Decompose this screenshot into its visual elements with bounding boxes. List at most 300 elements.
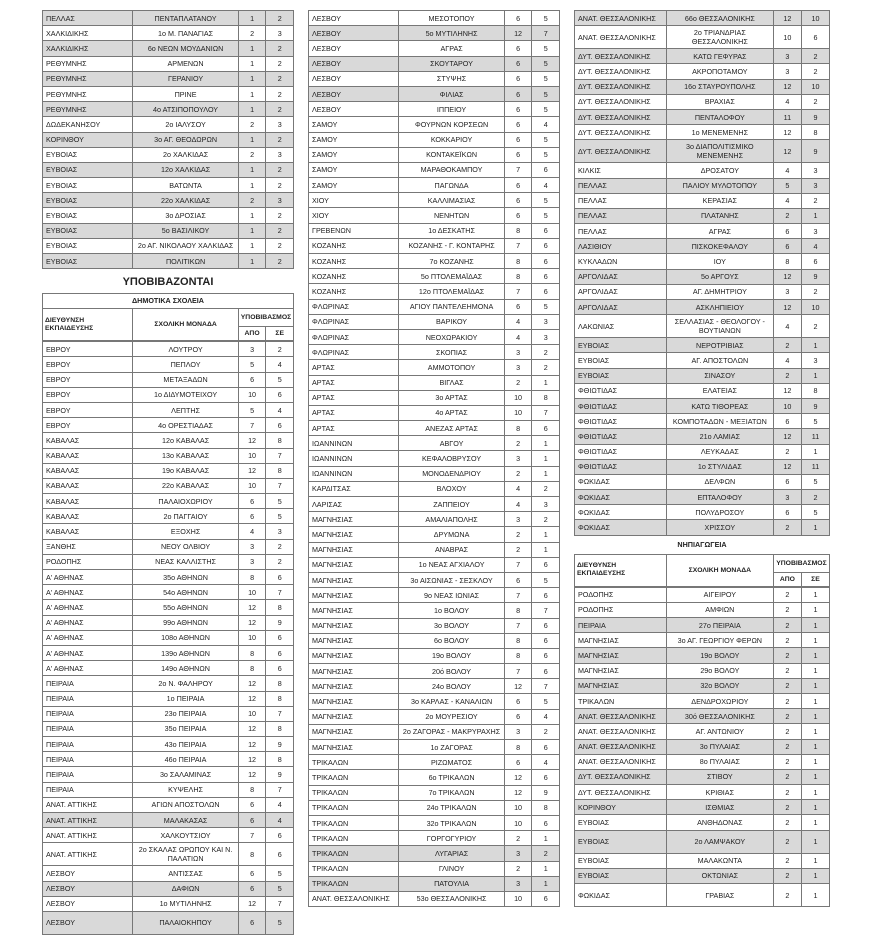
school-cell: 32ο ΒΟΛΟΥ xyxy=(666,678,773,693)
header-demotion: ΥΠΟΒΙΒΑΣΜΟΣ xyxy=(773,554,829,572)
table-row xyxy=(575,94,830,109)
table-header xyxy=(42,308,294,341)
from-cell: 6 xyxy=(238,911,266,934)
to-cell: 9 xyxy=(266,615,294,630)
school-cell: ΒΑΡΙΚΟΥ xyxy=(399,314,504,329)
to-cell: 2 xyxy=(266,162,294,177)
from-cell: 4 xyxy=(504,481,532,496)
from-cell: 3 xyxy=(238,554,266,569)
to-cell: 2 xyxy=(266,342,294,357)
school-cell: 1ο ΒΟΛΟΥ xyxy=(399,603,504,618)
table-row xyxy=(309,147,560,162)
school-cell: 12ο ΠΤΟΛΕΜΑΪΔΑΣ xyxy=(399,284,504,299)
region-cell: ΦΘΙΩΤΙΔΑΣ xyxy=(575,459,667,474)
from-cell: 4 xyxy=(773,353,801,368)
from-cell: 2 xyxy=(773,815,801,830)
school-cell: ΦΟΥΡΝΩΝ ΚΟΡΣΕΩΝ xyxy=(399,117,504,132)
school-cell: 43ο ΠΕΙΡΑΙΑ xyxy=(133,737,238,752)
to-cell: 2 xyxy=(801,315,829,338)
from-cell: 6 xyxy=(773,239,801,254)
region-cell: ΕΥΒΟΙΑΣ xyxy=(43,193,133,208)
region-cell: ΕΒΡΟΥ xyxy=(43,342,133,357)
region-cell: ΙΩΑΝΝΙΝΩΝ xyxy=(309,436,399,451)
from-cell: 3 xyxy=(238,342,266,357)
school-cell: 99ο ΑΘΗΝΩΝ xyxy=(133,615,238,630)
to-cell: 4 xyxy=(532,709,560,724)
region-cell: ΑΝΑΤ. ΘΕΣΣΑΛΟΝΙΚΗΣ xyxy=(575,724,667,739)
table-row xyxy=(575,868,830,883)
table-row xyxy=(43,372,294,387)
from-cell: 3 xyxy=(504,846,532,861)
region-cell: ΑΝΑΤ. ΘΕΣΣΑΛΟΝΙΚΗΣ xyxy=(575,11,667,26)
region-cell: ΠΕΛΛΑΣ xyxy=(575,224,667,239)
to-cell: 2 xyxy=(801,284,829,299)
region-cell: ΕΥΒΟΙΑΣ xyxy=(43,147,133,162)
from-cell: 8 xyxy=(504,223,532,238)
region-cell: ΡΟΔΟΠΗΣ xyxy=(575,602,667,617)
from-cell: 10 xyxy=(773,26,801,49)
from-cell: 12 xyxy=(238,767,266,782)
school-cell: ΙΟΥ xyxy=(666,254,773,269)
table-row xyxy=(43,448,294,463)
table-row xyxy=(575,140,830,163)
from-cell: 10 xyxy=(238,478,266,493)
table-row xyxy=(575,353,830,368)
region-cell: ΑΡΤΑΣ xyxy=(309,421,399,436)
to-cell: 6 xyxy=(532,557,560,572)
region-cell: ΜΑΓΝΗΣΙΑΣ xyxy=(309,724,399,739)
to-cell: 2 xyxy=(801,193,829,208)
school-cell: 35ο ΑΘΗΝΩΝ xyxy=(133,570,238,585)
table-row xyxy=(309,876,560,891)
from-cell: 2 xyxy=(773,739,801,754)
table-row xyxy=(309,375,560,390)
from-cell: 3 xyxy=(773,64,801,79)
table-row xyxy=(43,208,294,223)
region-cell: ΕΥΒΟΙΑΣ xyxy=(575,338,667,353)
table-row xyxy=(43,41,294,56)
table-row xyxy=(43,178,294,193)
region-cell: ΜΑΓΝΗΣΙΑΣ xyxy=(309,694,399,709)
from-cell: 6 xyxy=(504,102,532,117)
school-cell: 7ο ΤΡΙΚΑΛΩΝ xyxy=(399,785,504,800)
school-cell: 5ο ΠΤΟΛΕΜΑΪΔΑΣ xyxy=(399,269,504,284)
from-cell: 1 xyxy=(238,11,266,26)
school-cell: 4ο ΑΡΤΑΣ xyxy=(399,405,504,420)
school-cell: ΣΤΥΨΗΣ xyxy=(399,71,504,86)
table-row xyxy=(309,436,560,451)
school-cell: ΛΥΓΑΡΙΑΣ xyxy=(399,846,504,861)
table-row xyxy=(309,269,560,284)
from-cell: 1 xyxy=(238,223,266,238)
school-cell: 3ο ΑΓ. ΘΕΟΔΩΡΩΝ xyxy=(133,132,238,147)
to-cell: 6 xyxy=(532,254,560,269)
region-cell: ΑΝΑΤ. ΑΤΤΙΚΗΣ xyxy=(43,813,133,828)
school-cell: 23ο ΠΕΙΡΑΙΑ xyxy=(133,706,238,721)
school-cell: 55ο ΑΘΗΝΩΝ xyxy=(133,600,238,615)
to-cell: 1 xyxy=(801,815,829,830)
from-cell: 8 xyxy=(504,603,532,618)
table-row xyxy=(309,329,560,344)
from-cell: 2 xyxy=(504,466,532,481)
region-cell: ΔΥΤ. ΘΕΣΣΑΛΟΝΙΚΗΣ xyxy=(575,49,667,64)
school-cell: 46ο ΠΕΙΡΑΙΑ xyxy=(133,752,238,767)
region-cell: ΛΕΣΒΟΥ xyxy=(309,86,399,101)
table-row xyxy=(309,117,560,132)
region-cell: ΡΕΘΥΜΝΗΣ xyxy=(43,86,133,101)
to-cell: 11 xyxy=(801,429,829,444)
table-row xyxy=(309,86,560,101)
to-cell: 2 xyxy=(266,238,294,253)
table-row xyxy=(575,269,830,284)
table-row xyxy=(575,678,830,693)
from-cell: 6 xyxy=(504,709,532,724)
to-cell: 1 xyxy=(801,338,829,353)
school-cell: 19ο ΒΟΛΟΥ xyxy=(666,648,773,663)
from-cell: 3 xyxy=(773,490,801,505)
to-cell: 5 xyxy=(801,474,829,489)
to-cell: 1 xyxy=(801,884,829,907)
table-row xyxy=(309,314,560,329)
to-cell: 5 xyxy=(532,11,560,26)
school-cell: 3ο ΔΙΑΠΟΛΙΤΙΣΜΙΚΟ ΜΕΝΕΜΕΝΗΣ xyxy=(666,140,773,163)
from-cell: 8 xyxy=(504,633,532,648)
to-cell: 6 xyxy=(801,26,829,49)
region-cell: ΔΥΤ. ΘΕΣΣΑΛΟΝΙΚΗΣ xyxy=(575,109,667,124)
table-row xyxy=(43,418,294,433)
region-cell: ΑΝΑΤ. ΑΤΤΙΚΗΣ xyxy=(43,797,133,812)
to-cell: 2 xyxy=(266,208,294,223)
school-cell: ΧΡΙΣΣΟΥ xyxy=(666,520,773,535)
to-cell: 3 xyxy=(801,163,829,178)
to-cell: 8 xyxy=(266,691,294,706)
from-cell: 1 xyxy=(238,178,266,193)
school-cell: ΔΑΦΙΩΝ xyxy=(133,881,238,896)
region-cell: ΕΒΡΟΥ xyxy=(43,387,133,402)
to-cell: 1 xyxy=(532,436,560,451)
school-cell: ΜΑΡΑΘΟΚΑΜΠΟΥ xyxy=(399,162,504,177)
from-cell: 3 xyxy=(504,345,532,360)
region-cell: ΔΥΤ. ΘΕΣΣΑΛΟΝΙΚΗΣ xyxy=(575,79,667,94)
table-row xyxy=(309,405,560,420)
to-cell: 7 xyxy=(266,782,294,797)
region-cell: ΕΥΒΟΙΑΣ xyxy=(43,162,133,177)
to-cell: 1 xyxy=(532,375,560,390)
from-cell: 12 xyxy=(773,140,801,163)
school-cell: 3ο ΑΡΤΑΣ xyxy=(399,390,504,405)
from-cell: 10 xyxy=(238,387,266,402)
from-cell: 12 xyxy=(773,79,801,94)
table-row xyxy=(575,618,830,633)
to-cell: 5 xyxy=(266,509,294,524)
region-cell: ΛΕΣΒΟΥ xyxy=(309,71,399,86)
to-cell: 6 xyxy=(266,387,294,402)
region-cell: ΚΟΖΑΝΗΣ xyxy=(309,269,399,284)
school-cell: 13ο ΚΑΒΑΛΑΣ xyxy=(133,448,238,463)
table-row xyxy=(309,193,560,208)
table-row xyxy=(43,71,294,86)
to-cell: 6 xyxy=(532,269,560,284)
to-cell: 7 xyxy=(266,448,294,463)
region-cell: ΜΑΓΝΗΣΙΑΣ xyxy=(309,588,399,603)
to-cell: 4 xyxy=(532,117,560,132)
table-row xyxy=(309,770,560,785)
region-cell: ΚΥΚΛΑΔΩΝ xyxy=(575,254,667,269)
to-cell: 9 xyxy=(801,398,829,413)
school-cell: ΒΡΑΧΙΑΣ xyxy=(666,94,773,109)
to-cell: 8 xyxy=(266,600,294,615)
school-cell: ΙΣΘΜΙΑΣ xyxy=(666,800,773,815)
to-cell: 6 xyxy=(532,815,560,830)
to-cell: 1 xyxy=(801,648,829,663)
school-cell: ΛΟΥΤΡΟΥ xyxy=(133,342,238,357)
region-cell: ΛΕΣΒΟΥ xyxy=(43,911,133,934)
from-cell: 12 xyxy=(773,300,801,315)
table-row xyxy=(575,193,830,208)
table-row xyxy=(309,102,560,117)
header-to: ΣΕ xyxy=(801,572,829,586)
region-cell: ΕΒΡΟΥ xyxy=(43,402,133,417)
schools-table-top xyxy=(42,10,294,269)
table-row xyxy=(575,398,830,413)
to-cell: 6 xyxy=(532,238,560,253)
table-row xyxy=(575,49,830,64)
to-cell: 3 xyxy=(801,224,829,239)
to-cell: 10 xyxy=(801,300,829,315)
from-cell: 10 xyxy=(504,800,532,815)
from-cell: 4 xyxy=(504,497,532,512)
school-cell: ΠΟΛΥΔΡΟΣΟΥ xyxy=(666,505,773,520)
school-cell: ΒΛΟΧΟΥ xyxy=(399,481,504,496)
to-cell: 7 xyxy=(266,585,294,600)
table-row xyxy=(43,896,294,911)
table-row xyxy=(309,208,560,223)
region-cell: ΧΑΛΚΙΔΙΚΗΣ xyxy=(43,26,133,41)
school-cell: 1ο ΔΙΔΥΜΟΤΕΙΧΟΥ xyxy=(133,387,238,402)
table-row xyxy=(43,494,294,509)
school-cell: ΔΡΟΣΑΤΟΥ xyxy=(666,163,773,178)
from-cell: 6 xyxy=(238,372,266,387)
school-cell: ΠΑΛΑΙΟΚΗΠΟΥ xyxy=(133,911,238,934)
to-cell: 1 xyxy=(801,724,829,739)
school-cell: ΚΑΤΩ ΓΕΦΥΡΑΣ xyxy=(666,49,773,64)
from-cell: 2 xyxy=(773,663,801,678)
table-row xyxy=(43,813,294,828)
to-cell: 5 xyxy=(532,299,560,314)
region-cell: Α' ΑΘΗΝΑΣ xyxy=(43,661,133,676)
table-row xyxy=(575,785,830,800)
from-cell: 2 xyxy=(773,724,801,739)
region-cell: ΕΥΒΟΙΑΣ xyxy=(575,868,667,883)
to-cell: 2 xyxy=(532,360,560,375)
region-cell: ΛΕΣΒΟΥ xyxy=(43,896,133,911)
region-cell: ΚΑΒΑΛΑΣ xyxy=(43,509,133,524)
from-cell: 12 xyxy=(773,269,801,284)
region-cell: ΤΡΙΚΑΛΩΝ xyxy=(309,800,399,815)
to-cell: 6 xyxy=(266,630,294,645)
table-row xyxy=(575,754,830,769)
to-cell: 1 xyxy=(801,785,829,800)
from-cell: 6 xyxy=(504,755,532,770)
to-cell: 5 xyxy=(266,372,294,387)
school-cell: 53ο ΘΕΣΣΑΛΟΝΙΚΗΣ xyxy=(399,891,504,906)
region-cell: ΞΑΝΘΗΣ xyxy=(43,539,133,554)
region-cell: ΦΩΚΙΔΑΣ xyxy=(575,490,667,505)
region-cell: ΑΡΓΟΛΙΔΑΣ xyxy=(575,269,667,284)
table-row xyxy=(43,463,294,478)
region-cell: ΑΡΓΟΛΙΔΑΣ xyxy=(575,300,667,315)
to-cell: 4 xyxy=(266,813,294,828)
school-cell: ΑΓΙΩΝ ΑΠΟΣΤΟΛΩΝ xyxy=(133,797,238,812)
table-row xyxy=(309,785,560,800)
to-cell: 7 xyxy=(532,26,560,41)
school-cell: ΔΕΝΔΡΟΧΩΡΙΟΥ xyxy=(666,693,773,708)
table-row xyxy=(309,71,560,86)
table-row xyxy=(575,315,830,338)
from-cell: 12 xyxy=(773,11,801,26)
region-cell: ΔΥΤ. ΘΕΣΣΑΛΟΝΙΚΗΣ xyxy=(575,125,667,140)
from-cell: 6 xyxy=(504,56,532,71)
table-row xyxy=(575,602,830,617)
school-cell: ΓΛΙΝΟΥ xyxy=(399,861,504,876)
table-row xyxy=(309,557,560,572)
table-row xyxy=(309,800,560,815)
from-cell: 12 xyxy=(238,676,266,691)
from-cell: 12 xyxy=(773,125,801,140)
school-cell: 6ο ΒΟΛΟΥ xyxy=(399,633,504,648)
to-cell: 5 xyxy=(532,41,560,56)
school-cell: 35ο ΠΕΙΡΑΙΑ xyxy=(133,721,238,736)
table-row xyxy=(575,224,830,239)
from-cell: 6 xyxy=(504,117,532,132)
school-cell: 22ο ΧΑΛΚΙΔΑΣ xyxy=(133,193,238,208)
to-cell: 1 xyxy=(801,602,829,617)
school-cell: 30ό ΘΕΣΣΑΛΟΝΙΚΗΣ xyxy=(666,709,773,724)
from-cell: 2 xyxy=(773,368,801,383)
from-cell: 3 xyxy=(504,360,532,375)
to-cell: 6 xyxy=(532,162,560,177)
table-row xyxy=(575,429,830,444)
region-cell: ΚΟΖΑΝΗΣ xyxy=(309,254,399,269)
from-cell: 2 xyxy=(238,117,266,132)
table-row xyxy=(43,706,294,721)
region-cell: ΣΑΜΟΥ xyxy=(309,147,399,162)
school-cell: ΝΕΑΣ ΚΑΛΛΙΣΤΗΣ xyxy=(133,554,238,569)
region-cell: ΜΑΓΝΗΣΙΑΣ xyxy=(309,557,399,572)
primary-schools-table xyxy=(42,341,294,935)
school-cell: ΑΓΙΟΥ ΠΑΝΤΕΛΕΗΜΟΝΑ xyxy=(399,299,504,314)
to-cell: 2 xyxy=(801,490,829,505)
region-cell: ΚΑΒΑΛΑΣ xyxy=(43,478,133,493)
school-cell: 7ο ΚΟΖΑΝΗΣ xyxy=(399,254,504,269)
from-cell: 12 xyxy=(238,615,266,630)
table-row xyxy=(43,645,294,660)
to-cell: 4 xyxy=(266,402,294,417)
to-cell: 10 xyxy=(801,11,829,26)
school-cell: 1ο ΜΕΝΕΜΕΝΗΣ xyxy=(666,125,773,140)
school-cell: ΕΞΟΧΗΣ xyxy=(133,524,238,539)
to-cell: 1 xyxy=(801,739,829,754)
primary-schools-title: ΔΗΜΟΤΙΚΑ ΣΧΟΛΕΙΑ xyxy=(42,293,294,308)
table-row xyxy=(43,478,294,493)
to-cell: 5 xyxy=(532,572,560,587)
region-cell: ΦΩΚΙΔΑΣ xyxy=(575,474,667,489)
to-cell: 6 xyxy=(266,645,294,660)
table-row xyxy=(43,585,294,600)
table-row xyxy=(309,618,560,633)
region-cell: ΕΒΡΟΥ xyxy=(43,418,133,433)
table-row xyxy=(575,79,830,94)
school-cell: ΓΟΡΓΟΓΥΡΙΟΥ xyxy=(399,831,504,846)
school-cell: ΑΒΓΟΥ xyxy=(399,436,504,451)
school-cell: ΖΑΠΠΕΙΟΥ xyxy=(399,497,504,512)
to-cell: 6 xyxy=(532,648,560,663)
table-row xyxy=(575,178,830,193)
table-row xyxy=(43,881,294,896)
from-cell: 2 xyxy=(238,193,266,208)
from-cell: 8 xyxy=(504,421,532,436)
from-cell: 1 xyxy=(238,132,266,147)
region-cell: ΑΡΤΑΣ xyxy=(309,375,399,390)
region-cell: ΜΑΓΝΗΣΙΑΣ xyxy=(309,740,399,755)
school-cell: ΣΚΟΥΤΑΡΟΥ xyxy=(399,56,504,71)
table-row xyxy=(309,26,560,41)
table-row xyxy=(43,402,294,417)
to-cell: 5 xyxy=(801,505,829,520)
table-row xyxy=(575,300,830,315)
to-cell: 6 xyxy=(532,633,560,648)
to-cell: 5 xyxy=(532,86,560,101)
to-cell: 1 xyxy=(801,444,829,459)
region-cell: ΡΕΘΥΜΝΗΣ xyxy=(43,102,133,117)
school-cell: ΝΕΡΟΤΡΙΒΙΑΣ xyxy=(666,338,773,353)
from-cell: 4 xyxy=(773,94,801,109)
table-row xyxy=(309,755,560,770)
table-row xyxy=(575,26,830,49)
to-cell: 6 xyxy=(532,618,560,633)
table-row xyxy=(43,797,294,812)
to-cell: 2 xyxy=(532,345,560,360)
to-cell: 2 xyxy=(532,724,560,739)
to-cell: 2 xyxy=(266,223,294,238)
table-row xyxy=(309,861,560,876)
to-cell: 9 xyxy=(801,109,829,124)
from-cell: 7 xyxy=(238,828,266,843)
region-cell: ΔΥΤ. ΘΕΣΣΑΛΟΝΙΚΗΣ xyxy=(575,94,667,109)
to-cell: 2 xyxy=(266,178,294,193)
to-cell: 5 xyxy=(266,911,294,934)
to-cell: 4 xyxy=(801,239,829,254)
school-cell: ΑΝΕΖΑΣ ΑΡΤΑΣ xyxy=(399,421,504,436)
table-row xyxy=(575,884,830,907)
school-cell: ΚΟΝΤΑΚΕΪΚΩΝ xyxy=(399,147,504,162)
region-cell: ΦΩΚΙΔΑΣ xyxy=(575,884,667,907)
from-cell: 2 xyxy=(773,587,801,602)
to-cell: 4 xyxy=(266,357,294,372)
from-cell: 6 xyxy=(238,866,266,881)
region-cell: ΠΕΙΡΑΙΑ xyxy=(43,721,133,736)
to-cell: 9 xyxy=(266,737,294,752)
to-cell: 2 xyxy=(266,71,294,86)
from-cell: 10 xyxy=(238,448,266,463)
to-cell: 10 xyxy=(801,79,829,94)
region-cell: ΑΡΤΑΣ xyxy=(309,390,399,405)
from-cell: 6 xyxy=(504,147,532,162)
school-cell: ΑΝΘΗΔΟΝΑΣ xyxy=(666,815,773,830)
table-row xyxy=(575,853,830,868)
column-1 xyxy=(42,10,294,935)
from-cell: 2 xyxy=(773,709,801,724)
